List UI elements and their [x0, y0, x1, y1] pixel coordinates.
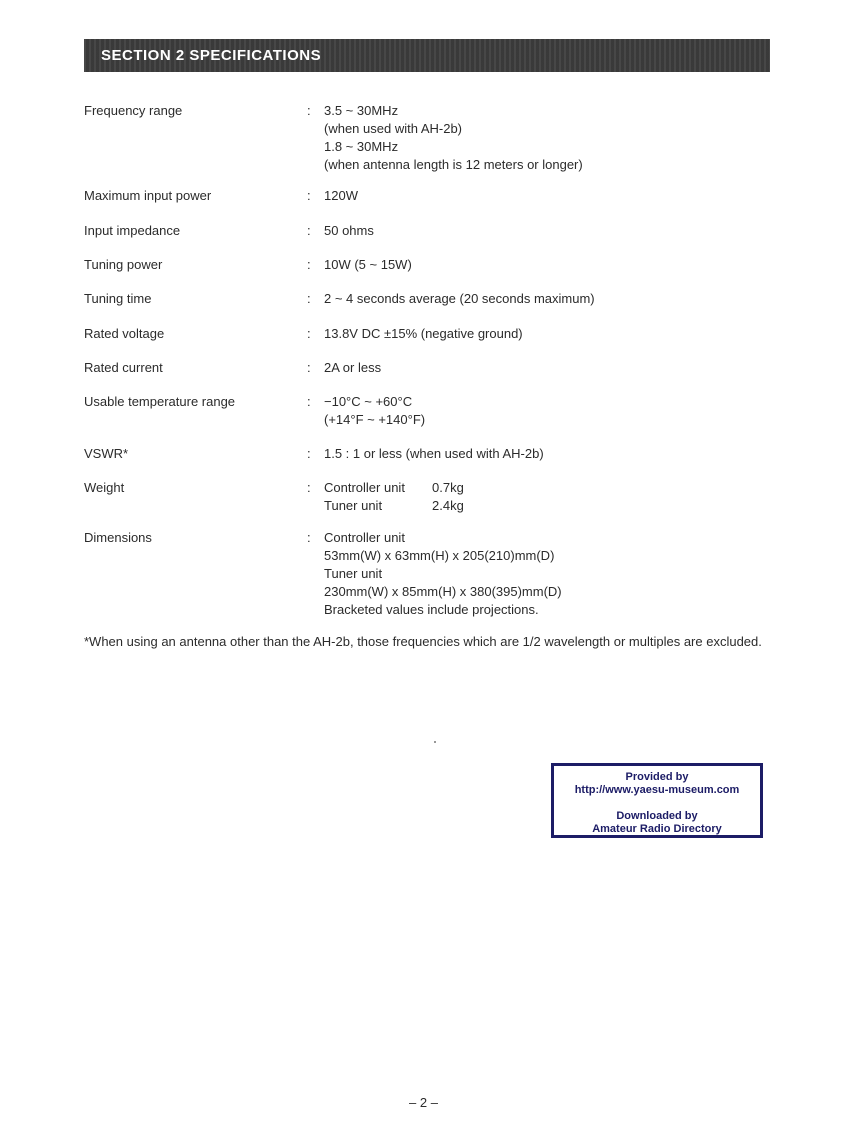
- weight-item-value: 2.4kg: [432, 498, 464, 513]
- section-title: SPECIFICATIONS: [189, 47, 322, 64]
- weight-item-name: Tuner unit: [324, 498, 383, 513]
- spec-colon: :: [307, 257, 311, 272]
- spec-value: 1.5 : 1 or less (when used with AH-2b): [324, 446, 544, 461]
- footnote: *When using an antenna other than the AH-2b, those frequencies which are 1/2 wavelength or multiples are excluded.: [84, 634, 762, 649]
- spec-values: [324, 479, 464, 515]
- spec-values: [324, 359, 381, 377]
- spec-value: 120W: [324, 188, 358, 203]
- spec-value: 1.8 ~ 30MHz: [324, 139, 399, 154]
- spec-label: Frequency range: [84, 103, 183, 118]
- box-spacer: [554, 797, 760, 810]
- spec-values: [324, 256, 412, 274]
- spec-values: [324, 222, 374, 240]
- provided-by-label: Provided by: [625, 771, 689, 783]
- spec-label: Dimensions: [84, 530, 152, 545]
- spec-value: Controller unit: [324, 530, 405, 545]
- spec-colon: :: [307, 446, 311, 461]
- spec-values: [324, 445, 544, 463]
- spec-label: Rated current: [84, 360, 163, 375]
- spec-colon: :: [307, 291, 311, 306]
- spec-value: Bracketed values include projections.: [324, 602, 539, 617]
- spec-value: Tuner unit: [324, 566, 383, 581]
- spec-colon: :: [307, 223, 311, 238]
- spec-colon: :: [307, 360, 311, 375]
- downloaded-by-source: Amateur Radio Directory: [592, 823, 722, 835]
- weight-pair: [324, 497, 464, 515]
- spec-value: 2 ~ 4 seconds average (20 seconds maximum): [324, 291, 595, 306]
- spec-value: 13.8V DC ±15% (negative ground): [324, 326, 523, 341]
- spec-colon: :: [307, 394, 311, 409]
- spec-value: 3.5 ~ 30MHz: [324, 103, 399, 118]
- spec-label: Rated voltage: [84, 326, 165, 341]
- spec-label: Input impedance: [84, 223, 181, 238]
- spec-label: Tuning power: [84, 257, 163, 272]
- spec-colon: :: [307, 480, 311, 495]
- spec-label: VSWR*: [84, 446, 129, 461]
- spec-value: (when antenna length is 12 meters or longer): [324, 157, 583, 172]
- spec-colon: :: [307, 188, 311, 203]
- weight-item-value: 0.7kg: [432, 480, 464, 495]
- spec-colon: :: [307, 103, 311, 118]
- page-number: – 2 –: [409, 1095, 438, 1110]
- spec-value: 10W (5 ~ 15W): [324, 257, 412, 272]
- provided-by-url: http://www.yaesu-museum.com: [574, 784, 740, 796]
- spec-value: (+14°F ~ +140°F): [324, 412, 426, 427]
- section-heading-bar: [84, 39, 770, 72]
- stray-dot: [434, 741, 436, 743]
- spec-colon: :: [307, 530, 311, 545]
- spec-value: −10°C ~ +60°C: [324, 394, 413, 409]
- weight-pair: [324, 479, 464, 497]
- spec-label: Weight: [84, 480, 125, 495]
- provided-by-box: [551, 763, 763, 838]
- spec-value: 53mm(W) x 63mm(H) x 205(210)mm(D): [324, 548, 555, 563]
- spec-values: [324, 529, 562, 619]
- spec-value: (when used with AH-2b): [324, 121, 463, 136]
- spec-values: [324, 102, 583, 174]
- spec-colon: :: [307, 326, 311, 341]
- spec-label: Tuning time: [84, 291, 152, 306]
- spec-values: [324, 393, 425, 429]
- spec-label: Usable temperature range: [84, 394, 236, 409]
- spec-values: [324, 290, 595, 308]
- spec-value: 50 ohms: [324, 223, 374, 238]
- spec-value: 2A or less: [324, 360, 382, 375]
- downloaded-by-label: Downloaded by: [616, 810, 698, 822]
- spec-label: Maximum input power: [84, 188, 212, 203]
- spec-value: 230mm(W) x 85mm(H) x 380(395)mm(D): [324, 584, 562, 599]
- spec-values: [324, 325, 523, 343]
- weight-item-name: Controller unit: [324, 480, 405, 495]
- spec-values: [324, 187, 358, 205]
- section-number: SECTION 2: [101, 47, 185, 64]
